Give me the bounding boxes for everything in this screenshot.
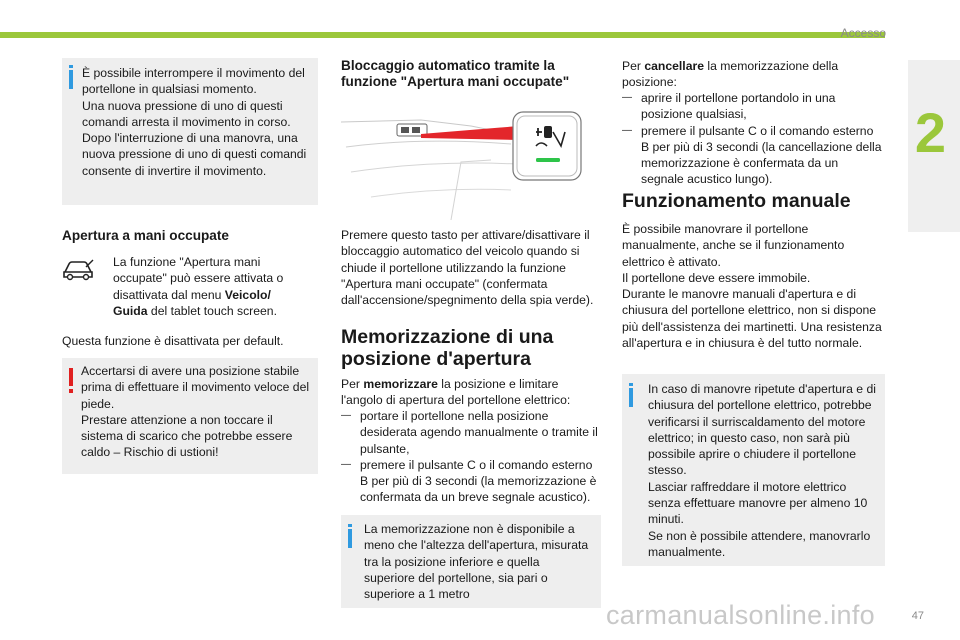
memorize-intro <box>341 376 603 409</box>
cancel-intro-end: la memorizzazione della posizione: <box>622 59 839 90</box>
list-item: — premere il pulsante C o il comando esterno B per più di 3 secondi (la cancellazione della memorizzazione è confermata da un segnale acustico lungo). <box>622 123 884 188</box>
vehicle-settings-icon <box>62 258 96 287</box>
warning-note-text: Accertarsi di avere una posizione stabile prima di effettuare il movimento veloce del piede. Prestare attenzione a non toccare il sistema di scarico che potrebbe essere caldo – Rischio di ustioni! <box>81 364 310 460</box>
auto-lock-description: Premere questo tasto per attivare/disattivare il bloccaggio automatico del veicolo quando si chiude il portellone utilizzando la funzione "Apertura mani occupate" (confermata dall'accensione/spegnimento della spia verde). <box>341 228 594 308</box>
cancel-steps-list <box>622 90 884 188</box>
warning-icon <box>69 368 73 386</box>
tablet-text-part: La funzione "Apertura mani occupate" può essere attivata o disattivata dal menu <box>113 255 284 302</box>
list-item: — premere il pulsante C o il comando esterno B per più di 3 secondi (la memorizzazione è confermata da un breve segnale acustico). <box>341 457 603 506</box>
info-icon <box>69 70 73 89</box>
list-item: — portare il portellone nella posizione desiderata agendo manualmente o tramite il pulsante, <box>341 408 603 457</box>
memorize-keyword: memorizzare <box>363 377 438 391</box>
tailgate-button-illustration <box>341 102 601 220</box>
info-note-overheat <box>622 374 885 566</box>
section-header-title: Accesso <box>840 26 886 40</box>
cancel-intro <box>622 58 884 91</box>
memorize-intro-end: la posizione e limitare l'angolo di apertura del portellone elettrico: <box>341 377 571 408</box>
info-note-interrupt <box>62 58 318 205</box>
info-note-memorize <box>341 515 601 608</box>
section-title-auto-lock: Bloccaggio automatico tramite la funzione "Apertura mani occupate" <box>341 58 570 89</box>
memorize-steps-list <box>341 408 603 506</box>
manual-operation-text: È possibile manovrare il portellone manualmente, anche se il funzionamento elettrico è attivato. Il portellone deve essere immobile. Durante le manovre manuali d'apertura e di chiusura del portellone elettrico, non si dispone più dell'assistenza dei martinetti. Una resistenza all'apertura e in chiusura è del tutto normale. <box>622 222 882 351</box>
info-note-text: La memorizzazione non è disponibile a meno che l'altezza dell'apertura, misurata tra la posizione inferiore e quella superiore del portellone, sia pari o superiore a 1 metro <box>364 522 589 602</box>
default-state-text: Questa funzione è disattivata per default. <box>62 334 284 348</box>
info-icon <box>629 388 633 407</box>
cancel-keyword: cancellare <box>644 59 704 73</box>
info-note-text: In caso di manovre ripetute d'apertura e di chiusura del portellone elettrico, potrebbe verificarsi il surriscaldamento del motore elettrico; in questo caso, non sarà più possibile aprire o chiudere il portellone stesso. Lasciar raffreddare il motore elettrico senza effettuare manovre per almeno 10 minuti. Se non è possibile attendere, manovrarlo manualmente. <box>648 382 876 559</box>
watermark: carmanualsonline.info <box>606 600 875 630</box>
section-title-manual: Funzionamento manuale <box>622 190 851 212</box>
info-note-text: È possibile interrompere il movimento del portellone in qualsiasi momento. Una nuova pressione di uno di questi comandi arresta il movimento in corso. Dopo l'interruzione di una manovra, una nuova pressione di uno di questi comandi consente di invertire il movimento. <box>82 66 307 178</box>
info-icon <box>348 529 352 548</box>
cancel-intro-part: Per <box>622 59 645 73</box>
header-accent-bar <box>0 32 885 38</box>
warning-note-burn <box>62 358 318 474</box>
chapter-number: 2 <box>914 101 946 164</box>
tablet-setting-text <box>113 254 303 319</box>
memorize-intro-part: Per <box>341 377 364 391</box>
list-item: — aprire il portellone portandolo in una posizione qualsiasi, <box>622 90 884 123</box>
page-number: 47 <box>911 610 924 622</box>
tablet-text-part-end: del tablet touch screen. <box>147 303 277 318</box>
section-title-memorize: Memorizzazione di una posizione d'apertura <box>341 326 554 370</box>
section-title-hands-free: Apertura a mani occupate <box>62 228 229 243</box>
menu-path-label: Veicolo/ Guida <box>113 287 271 318</box>
